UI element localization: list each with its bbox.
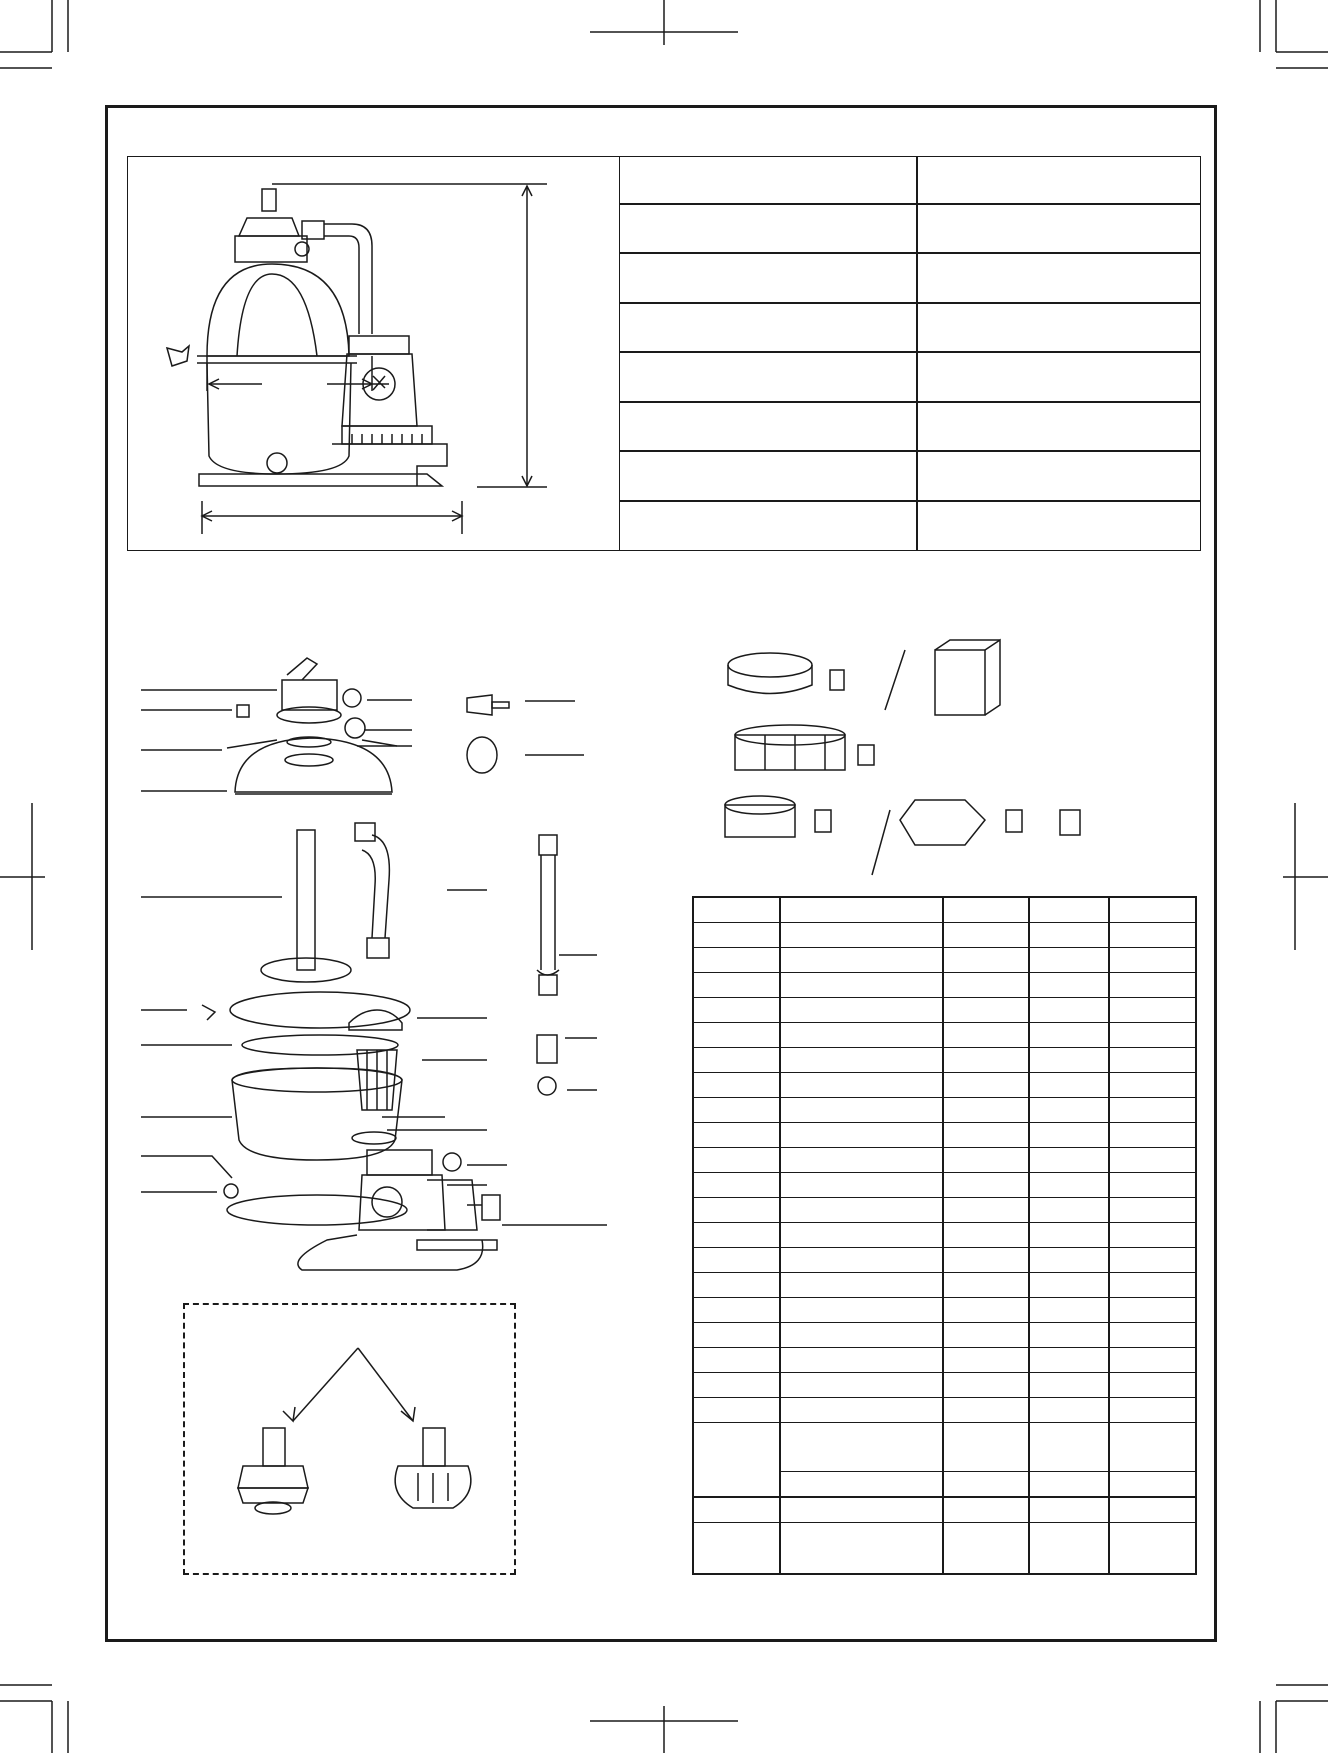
compatible-pools-illustration [710,640,1210,880]
table-row [694,1123,1195,1148]
table-row [694,998,1195,1023]
spec-row [620,354,1201,403]
table-row [694,1148,1195,1173]
table-row [694,1373,1195,1398]
table-row [694,1098,1195,1123]
table-row [694,1398,1195,1423]
table-row [694,1073,1195,1098]
spec-row [620,156,1201,205]
table-row [694,1223,1195,1248]
table-row [694,1298,1195,1323]
table-row [694,1423,1195,1448]
table-row [694,1498,1195,1523]
table-row [694,1048,1195,1073]
table-row [694,973,1195,998]
spec-row [620,502,1201,551]
table-row [779,1447,1195,1472]
table-row [694,923,1195,948]
spec-row [620,403,1201,452]
spec-row [620,205,1201,254]
spec-row [620,453,1201,502]
table-row [694,1323,1195,1348]
spec-table [619,156,1201,551]
parts-list-table [692,896,1197,1575]
strainer-connector-drawing [183,1303,516,1575]
table-row [694,1348,1195,1373]
table-row [694,948,1195,973]
spec-row [620,255,1201,304]
table-row [694,1198,1195,1223]
filter-pump-dimension-drawing [127,156,627,556]
table-row [694,1248,1195,1273]
exploded-parts-view [127,640,627,1240]
table-row [694,1523,1195,1548]
table-row [694,1273,1195,1298]
table-row [694,1023,1195,1048]
spec-row [620,304,1201,353]
table-row [694,898,1195,923]
table-row [694,1173,1195,1198]
table-row [694,1473,1195,1498]
